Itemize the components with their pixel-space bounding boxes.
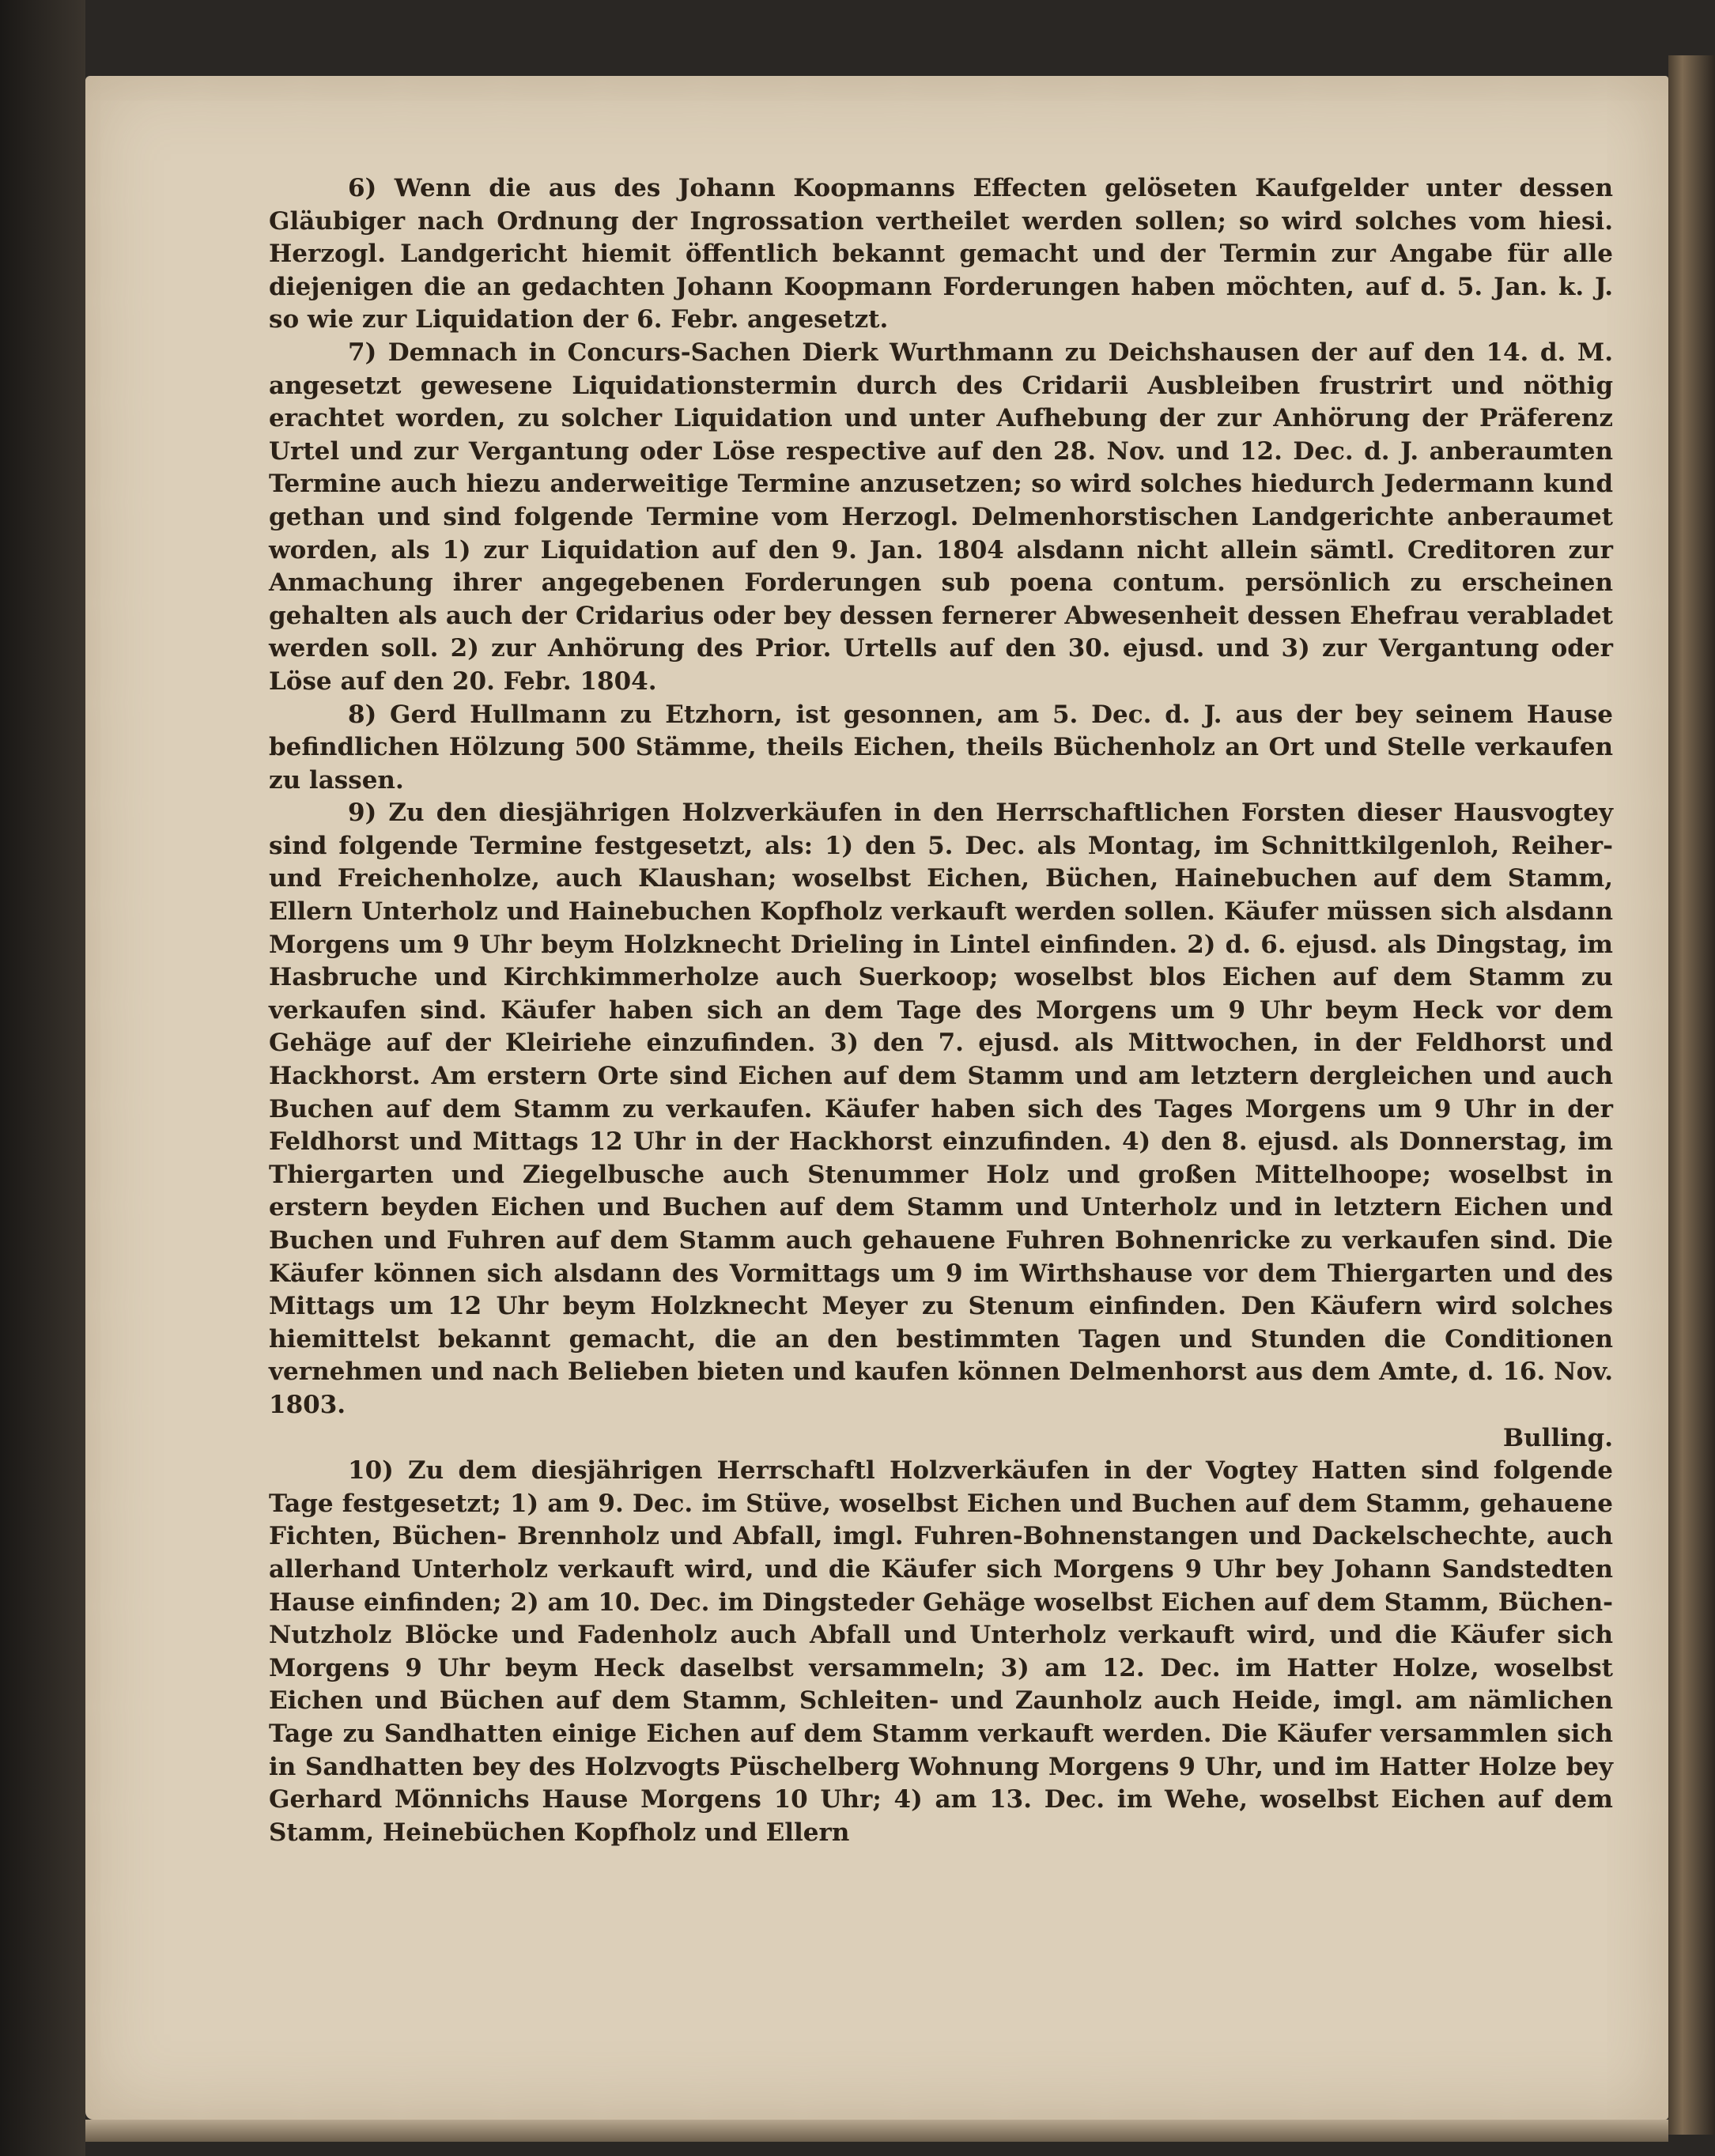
signature: Bulling. [1502, 1423, 1613, 1452]
paragraph-9 [269, 797, 1613, 1455]
paragraph-8: 8) Gerd Hullmann zu Etzhorn, ist gesonnen, am 5. Dec. d. J. aus der bey seinem Hause befindlichen Hölzung 500 Stämme, theils Eichen, theils Büchenholz an Ort und Stelle verkaufen zu lassen. [269, 700, 1613, 795]
book-spine [0, 0, 85, 2156]
paragraph-9-text: 9) Zu den diesjährigen Holzverkäufen in den Herrschaftlichen Forsten dieser Hausvogtey sind folgende Termine festgesetzt, als: 1) den 5. Dec. als Montag, im Schnittkilgenloh, Reiher- und Freichenholze, auch Klaushan; woselbst Eichen, Büchen, Hainebuchen auf dem Stamm, Ellern Unterholz und Hainebuchen Kopfholz verkauft werden sollen. Käufer müssen sich alsdann Morgens um 9 Uhr beym Holzknecht Drieling in Lintel einfinden. 2) d. 6. ejusd. als Dingstag, im Hasbruche und Kirchkimmerholze auch Suerkoop; woselbst blos Eichen auf dem Stamm zu verkaufen sind. Käufer haben sich an dem Tage des Morgens um 9 Uhr beym Heck vor dem Gehäge auf der Kleiriehe einzufinden. 3) den 7. ejusd. als Mittwochen, in der Feldhorst und Hackhorst. Am erstern Orte sind Eichen auf dem Stamm und am letztern dergleichen und auch Buchen auf dem Stamm zu verkaufen. Käufer haben sich des Tages Morgens um 9 Uhr in der Feldhorst und Mittags 12 Uhr in der Hackhorst einzufinden. 4) den 8. ejusd. als Donnerstag, im Thiergarten und Ziegelbusche auch Stenummer Holz und großen Mittelhoope; woselbst in erstern beyden Eichen und Buchen auf dem Stamm und Unterholz und in letztern Eichen und Buchen und Fuhren auf dem Stamm auch gehauene Fuhren Bohnenricke zu verkaufen sind. Die Käufer können sich alsdann des Vormittags um 9 im Wirthshause vor dem Thiergarten und des Mittags um 12 Uhr beym Holzknecht Meyer zu Stenum einfinden. Den Käufern wird solches hiemittelst bekannt gemacht, die an den bestimmten Tagen und Stunden die Conditionen vernehmen und nach Belieben bieten und kaufen können Delmenhorst aus dem Amte, d. 16. Nov. 1803. [269, 799, 1613, 1419]
page-stack [85, 2120, 1668, 2142]
paragraph-10: 10) Zu dem diesjährigen Herrschaftl Holzverkäufen in der Vogtey Hatten sind folgende Tage festgesetzt; 1) am 9. Dec. im Stüve, woselbst Eichen und Buchen auf dem Stamm, gehauene Fichten, Büchen- Brennholz und Abfall, imgl. Fuhren-Bohnenstangen und Dackelschechte, auch allerhand Unterholz verkauft wird, und die Käufer sich Morgens 9 Uhr bey Johann Sandstedten Hause einfinden; 2) am 10. Dec. im Dingsteder Gehäge woselbst Eichen auf dem Stamm, Büchen- Nutzholz Blöcke und Fadenholz auch Abfall und Unterholz verkauft wird, und die Käufer sich Morgens 9 Uhr beym Heck daselbst versammeln; 3) am 12. Dec. im Hatter Holze, woselbst Eichen und Büchen auf dem Stamm, Schleiten- und Zaunholz auch Heide, imgl. am nämlichen Tage zu Sandhatten einige Eichen auf dem Stamm verkauft werden. Die Käufer versammlen sich in Sandhatten bey des Holzvogts Püschelberg Wohnung Morgens 9 Uhr, und im Hatter Holze bey Gerhard Mönnichs Hause Morgens 10 Uhr; 4) am 13. Dec. im Wehe, woselbst Eichen auf dem Stamm, Heinebüchen Kopfholz und Ellern [269, 1456, 1613, 1847]
page-edge [1668, 55, 1715, 2135]
paragraph-7: 7) Demnach in Concurs-Sachen Dierk Wurthmann zu Deichshausen der auf den 14. d. M. angesetzt gewesene Liquidationstermin durch des Cridarii Ausbleiben frustrirt und nöthig erachtet worden, zu solcher Liquidation und unter Aufhebung der zur Anhörung der Präferenz Urtel und zur Vergantung oder Löse respective auf den 28. Nov. und 12. Dec. d. J. anberaumten Termine auch hiezu anderweitige Termine anzusetzen; so wird solches hiedurch Jedermann kund gethan und sind folgende Termine vom Herzogl. Delmenhorstischen Landgerichte anberaumet worden, als 1) zur Liquidation auf den 9. Jan. 1804 alsdann nicht allein sämtl. Creditoren zur Anmachung ihrer angegebenen Forderungen sub poena contum. persönlich zu erscheinen gehalten als auch der Cridarius oder bey dessen fernerer Abwesenheit dessen Ehefrau verabladet werden soll. 2) zur Anhörung des Prior. Urtells auf den 30. ejusd. und 3) zur Vergantung oder Löse auf den 20. Febr. 1804. [269, 338, 1613, 696]
document-body [269, 172, 1613, 1849]
paragraph-6: 6) Wenn die aus des Johann Koopmanns Effecten gelöseten Kaufgelder unter dessen Gläubiger nach Ordnung der Ingrossation vertheilet werden sollen; so wird solches vom hiesi. Herzogl. Landgericht hiemit öffentlich bekannt gemacht und der Termin zur Angabe für alle diejenigen die an gedachten Johann Koopmann Forderungen haben möchten, auf d. 5. Jan. k. J. so wie zur Liquidation der 6. Febr. angesetzt. [269, 174, 1613, 334]
